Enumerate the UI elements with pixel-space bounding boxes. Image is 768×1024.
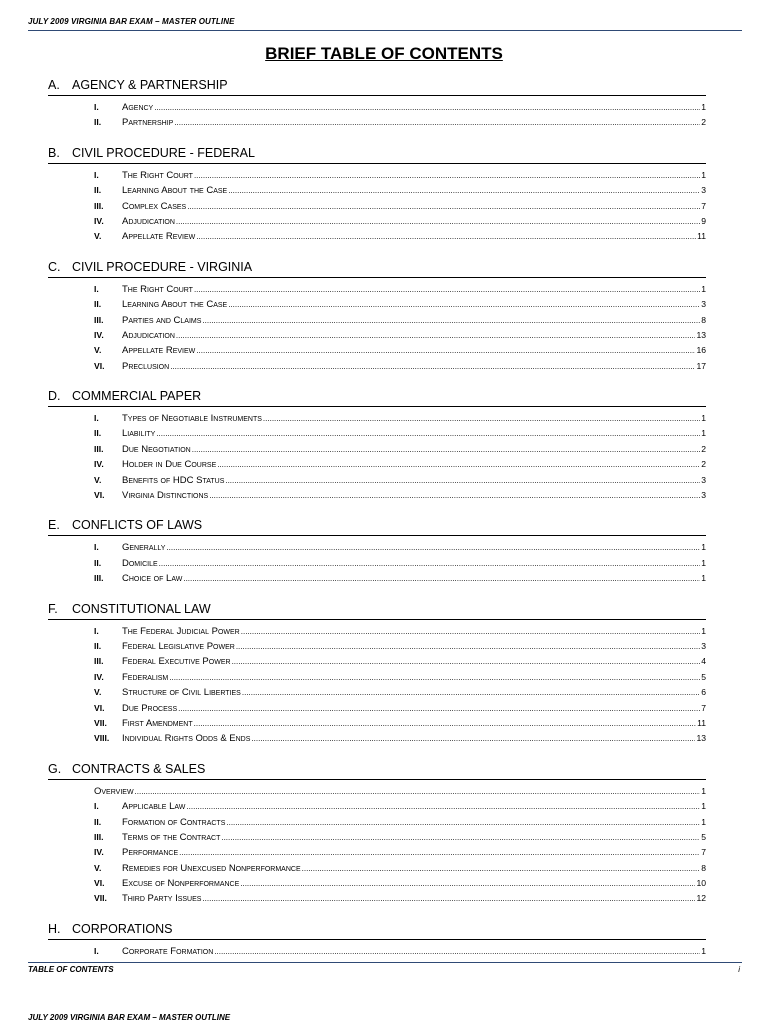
entry-page-number: 7 — [701, 702, 706, 713]
section-title: CORPORATIONS — [72, 921, 173, 936]
dot-leader — [170, 362, 695, 371]
entry-page-number: 1 — [701, 625, 706, 636]
toc-section — [48, 602, 706, 749]
entry-page-number: 1 — [701, 428, 706, 439]
entry-number: III. — [94, 443, 104, 454]
entry-label: Choice of Law — [122, 573, 183, 585]
entry-label: Performance — [122, 847, 179, 859]
section-heading — [48, 762, 706, 780]
toc-entry[interactable] — [48, 573, 706, 588]
toc-section — [48, 922, 706, 961]
entry-label: The Right Court — [122, 169, 193, 181]
entry-page-number: 7 — [701, 847, 706, 858]
toc-entry[interactable] — [48, 656, 706, 671]
section-title: CIVIL PROCEDURE - VIRGINIA — [72, 259, 253, 274]
toc-entry[interactable] — [48, 558, 706, 573]
dot-leader — [226, 818, 700, 827]
entry-page-number: 3 — [701, 474, 706, 485]
toc-entry[interactable] — [48, 490, 706, 505]
section-heading — [48, 389, 706, 407]
dot-leader — [174, 118, 700, 127]
section-heading — [48, 602, 706, 620]
toc-entry[interactable] — [48, 475, 706, 490]
page-footer — [28, 965, 740, 974]
dot-leader — [169, 673, 700, 682]
entry-number: VI. — [94, 360, 105, 371]
dot-leader — [194, 719, 696, 728]
entry-label: Types of Negotiable Instruments — [122, 413, 262, 425]
toc-entry[interactable] — [48, 786, 706, 801]
dot-leader — [236, 642, 700, 651]
entry-number: V. — [94, 862, 102, 873]
entry-page-number: 1 — [701, 816, 706, 827]
entry-number: VII. — [94, 893, 107, 904]
entry-page-number: 1 — [701, 169, 706, 180]
toc-section — [48, 762, 706, 909]
entry-label: Generally — [122, 542, 166, 554]
entry-page-number: 3 — [701, 640, 706, 651]
entry-label: Benefits of HDC Status — [122, 474, 225, 486]
entry-page-number: 2 — [701, 459, 706, 470]
entry-number: III. — [94, 656, 104, 667]
toc-entry[interactable] — [48, 817, 706, 832]
dot-leader — [196, 232, 696, 241]
toc-entry[interactable] — [48, 878, 706, 893]
page-header: JULY 2009 VIRGINIA BAR EXAM – MASTER OUTLINE — [28, 17, 235, 26]
section-entries — [48, 164, 706, 247]
section-entries — [48, 278, 706, 376]
entry-page-number: 1 — [701, 801, 706, 812]
toc-section — [48, 260, 706, 376]
section-entries — [48, 620, 706, 749]
entry-label: Formation of Contracts — [122, 816, 226, 828]
entry-label: Partnership — [122, 117, 174, 129]
section-heading — [48, 922, 706, 940]
entry-number: V. — [94, 345, 102, 356]
dot-leader — [187, 202, 700, 211]
dot-leader — [186, 802, 700, 811]
entry-number: II. — [94, 816, 102, 827]
section-letter: B. — [48, 145, 60, 160]
dot-leader — [217, 460, 700, 469]
dot-leader — [209, 491, 700, 500]
entry-label: Federalism — [122, 671, 169, 683]
dot-leader — [176, 217, 700, 226]
entry-number: III. — [94, 573, 104, 584]
dot-leader — [241, 627, 700, 636]
section-heading — [48, 518, 706, 536]
entry-page-number: 12 — [696, 893, 706, 904]
dot-leader — [228, 186, 700, 195]
entry-page-number: 13 — [696, 733, 706, 744]
entry-number: II. — [94, 185, 102, 196]
entry-number: II. — [94, 557, 102, 568]
dot-leader — [183, 574, 700, 583]
entry-number: VI. — [94, 490, 105, 501]
dot-leader — [166, 543, 700, 552]
entry-page-number: 7 — [701, 200, 706, 211]
entry-number: V. — [94, 687, 102, 698]
entry-label: The Right Court — [122, 283, 193, 295]
entry-number: II. — [94, 299, 102, 310]
section-title: CONSTITUTIONAL LAW — [72, 601, 211, 616]
toc-entry[interactable] — [48, 413, 706, 428]
toc-entry[interactable] — [48, 299, 706, 314]
entry-number: VI. — [94, 878, 105, 889]
entry-page-number: 1 — [701, 573, 706, 584]
dot-leader — [179, 848, 700, 857]
toc-entry[interactable] — [48, 201, 706, 216]
entry-label: First Amendment — [122, 717, 193, 729]
dot-leader — [194, 285, 700, 294]
section-letter: E. — [48, 518, 60, 533]
entry-number: III. — [94, 200, 104, 211]
dot-leader — [242, 688, 700, 697]
entry-label: Holder in Due Course — [122, 459, 217, 471]
dot-leader — [202, 894, 695, 903]
entry-page-number: 8 — [701, 314, 706, 325]
toc-entry[interactable] — [48, 641, 706, 656]
section-letter: A. — [48, 78, 60, 92]
entry-page-number: 17 — [696, 360, 706, 371]
entry-label: Adjudication — [122, 215, 175, 227]
dot-leader — [263, 414, 700, 423]
toc-entry[interactable] — [48, 718, 706, 733]
toc-entry[interactable] — [48, 216, 706, 231]
entry-page-number: 1 — [701, 102, 706, 112]
entry-page-number: 2 — [701, 117, 706, 128]
dot-leader — [178, 704, 700, 713]
entry-number: IV. — [94, 459, 104, 470]
toc-entry[interactable] — [48, 361, 706, 376]
entry-page-number: 10 — [696, 878, 706, 889]
entry-page-number: 9 — [701, 215, 706, 226]
toc-entry[interactable] — [48, 444, 706, 459]
toc-entry[interactable] — [48, 315, 706, 330]
entry-number: I. — [94, 413, 99, 424]
entry-page-number: 5 — [701, 671, 706, 682]
toc-entry[interactable] — [48, 542, 706, 557]
section-heading — [48, 78, 706, 96]
section-entries — [48, 536, 706, 588]
toc-entry[interactable] — [48, 801, 706, 816]
dot-leader — [192, 445, 700, 454]
entry-number: I. — [94, 283, 99, 294]
dot-leader — [135, 787, 701, 796]
toc-entry[interactable] — [48, 946, 706, 961]
dot-leader — [156, 429, 700, 438]
entry-label: Overview — [94, 785, 134, 797]
entry-page-number: 1 — [701, 542, 706, 553]
entry-label: Adjudication — [122, 329, 175, 341]
entry-page-number: 11 — [697, 231, 706, 242]
entry-number: I. — [94, 625, 99, 636]
entry-number: I. — [94, 169, 99, 180]
toc-entry[interactable] — [48, 170, 706, 185]
section-letter: C. — [48, 259, 61, 274]
entry-page-number: 3 — [701, 185, 706, 196]
toc-entry[interactable] — [48, 687, 706, 702]
toc-entry[interactable] — [48, 102, 706, 117]
dot-leader — [194, 171, 700, 180]
toc-entry[interactable] — [48, 284, 706, 299]
dot-leader — [225, 476, 700, 485]
toc-entry[interactable] — [48, 231, 706, 246]
entry-label: Terms of the Contract — [122, 831, 221, 843]
entry-label: Remedies for Unexcused Nonperformance — [122, 862, 301, 874]
dot-leader — [302, 864, 701, 873]
toc-entry[interactable] — [48, 428, 706, 443]
entry-number: VII. — [94, 717, 107, 728]
entry-number: III. — [94, 314, 104, 325]
entry-label: Learning About the Case — [122, 185, 228, 197]
entry-page-number: 13 — [696, 329, 706, 340]
dot-leader — [176, 331, 696, 340]
dot-leader — [251, 734, 695, 743]
table-of-contents — [48, 78, 706, 961]
dot-leader — [196, 346, 695, 355]
dot-leader — [232, 657, 701, 666]
section-title: COMMERCIAL PAPER — [72, 389, 202, 404]
toc-entry[interactable] — [48, 626, 706, 641]
entry-number: I. — [94, 801, 99, 812]
toc-entry[interactable] — [48, 185, 706, 200]
entry-label: Due Process — [122, 702, 178, 714]
toc-section — [48, 389, 706, 505]
section-entries — [48, 407, 706, 505]
entry-page-number: 3 — [701, 490, 706, 501]
section-letter: G. — [48, 761, 62, 776]
toc-entry[interactable] — [48, 672, 706, 687]
dot-leader — [214, 947, 700, 956]
entry-label: Preclusion — [122, 360, 170, 372]
entry-label: Parties and Claims — [122, 314, 202, 326]
dot-leader — [240, 879, 695, 888]
dot-leader — [221, 833, 700, 842]
section-entries — [48, 780, 706, 909]
toc-entry[interactable] — [48, 832, 706, 847]
toc-entry[interactable] — [48, 703, 706, 718]
entry-label: Individual Rights Odds & Ends — [122, 733, 251, 745]
entry-label: Virginia Distinctions — [122, 490, 209, 502]
entry-number: II. — [94, 428, 102, 439]
section-letter: H. — [48, 921, 61, 936]
entry-number: IV. — [94, 215, 104, 226]
footer-page-number: i — [738, 965, 740, 974]
entry-number: II. — [94, 640, 102, 651]
entry-page-number: 1 — [701, 413, 706, 424]
entry-label: Complex Cases — [122, 200, 187, 212]
toc-entry[interactable] — [48, 117, 706, 132]
entry-number: V. — [94, 231, 102, 242]
entry-number: IV. — [94, 329, 104, 340]
entry-label: Federal Legislative Power — [122, 640, 235, 652]
entry-label: Due Negotiation — [122, 443, 191, 455]
section-entries — [48, 96, 706, 133]
toc-section — [48, 146, 706, 247]
section-letter: F. — [48, 601, 58, 616]
entry-page-number: 6 — [701, 687, 706, 698]
dot-leader — [159, 559, 701, 568]
entry-label: Appellate Review — [122, 231, 196, 243]
entry-number: VI. — [94, 702, 105, 713]
entry-page-number: 3 — [701, 299, 706, 310]
dot-leader — [202, 316, 700, 325]
entry-label: The Federal Judicial Power — [122, 625, 240, 637]
entry-label: Federal Executive Power — [122, 656, 231, 668]
entry-page-number: 2 — [701, 443, 706, 454]
section-title: CONFLICTS OF LAWS — [72, 518, 203, 533]
entry-label: Corporate Formation — [122, 945, 214, 957]
toc-entry[interactable] — [48, 863, 706, 878]
toc-entry[interactable] — [48, 847, 706, 862]
entry-page-number: 5 — [701, 831, 706, 842]
entry-label: Appellate Review — [122, 345, 196, 357]
header-rule — [28, 30, 742, 31]
toc-entry[interactable] — [48, 330, 706, 345]
section-heading — [48, 146, 706, 164]
section-letter: D. — [48, 389, 61, 404]
section-title: AGENCY & PARTNERSHIP — [72, 78, 228, 92]
entry-label: Domicile — [122, 557, 158, 569]
entry-number: VIII. — [94, 733, 110, 744]
entry-page-number: 1 — [701, 945, 706, 956]
entry-number: I. — [94, 945, 99, 956]
entry-page-number: 16 — [696, 345, 706, 356]
entry-number: III. — [94, 831, 104, 842]
entry-page-number: 1 — [701, 283, 706, 294]
entry-label: Learning About the Case — [122, 299, 228, 311]
entry-label: Liability — [122, 428, 156, 440]
toc-entry[interactable] — [48, 893, 706, 908]
entry-number: IV. — [94, 847, 104, 858]
next-page-header: JULY 2009 VIRGINIA BAR EXAM – MASTER OUTLINE — [28, 1013, 231, 1022]
entry-label: Third Party Issues — [122, 893, 202, 905]
toc-entry[interactable] — [48, 459, 706, 474]
entry-number: IV. — [94, 671, 104, 682]
dot-leader — [228, 300, 700, 309]
entry-number: I. — [94, 102, 99, 112]
entry-number: II. — [94, 117, 102, 128]
section-heading — [48, 260, 706, 278]
entry-page-number: 11 — [697, 717, 706, 728]
section-title: CIVIL PROCEDURE - FEDERAL — [72, 145, 255, 160]
section-title: CONTRACTS & SALES — [72, 761, 206, 776]
document-title: BRIEF TABLE OF CONTENTS — [265, 44, 503, 63]
toc-section — [48, 518, 706, 588]
entry-label: Excuse of Nonperformance — [122, 878, 240, 890]
entry-label: Applicable Law — [122, 801, 186, 813]
entry-number: I. — [94, 542, 99, 553]
entry-label: Structure of Civil Liberties — [122, 687, 241, 699]
entry-page-number: 1 — [701, 557, 706, 568]
toc-entry[interactable] — [48, 733, 706, 748]
footer-rule — [28, 962, 742, 963]
entry-page-number: 8 — [701, 862, 706, 873]
section-entries — [48, 940, 706, 961]
entry-page-number: 1 — [701, 785, 706, 796]
entry-label: Agency — [122, 102, 154, 113]
dot-leader — [154, 103, 700, 112]
toc-entry[interactable] — [48, 345, 706, 360]
entry-number: V. — [94, 474, 102, 485]
footer-label: TABLE OF CONTENTS — [28, 965, 114, 974]
toc-section — [48, 78, 706, 133]
entry-page-number: 4 — [701, 656, 706, 667]
